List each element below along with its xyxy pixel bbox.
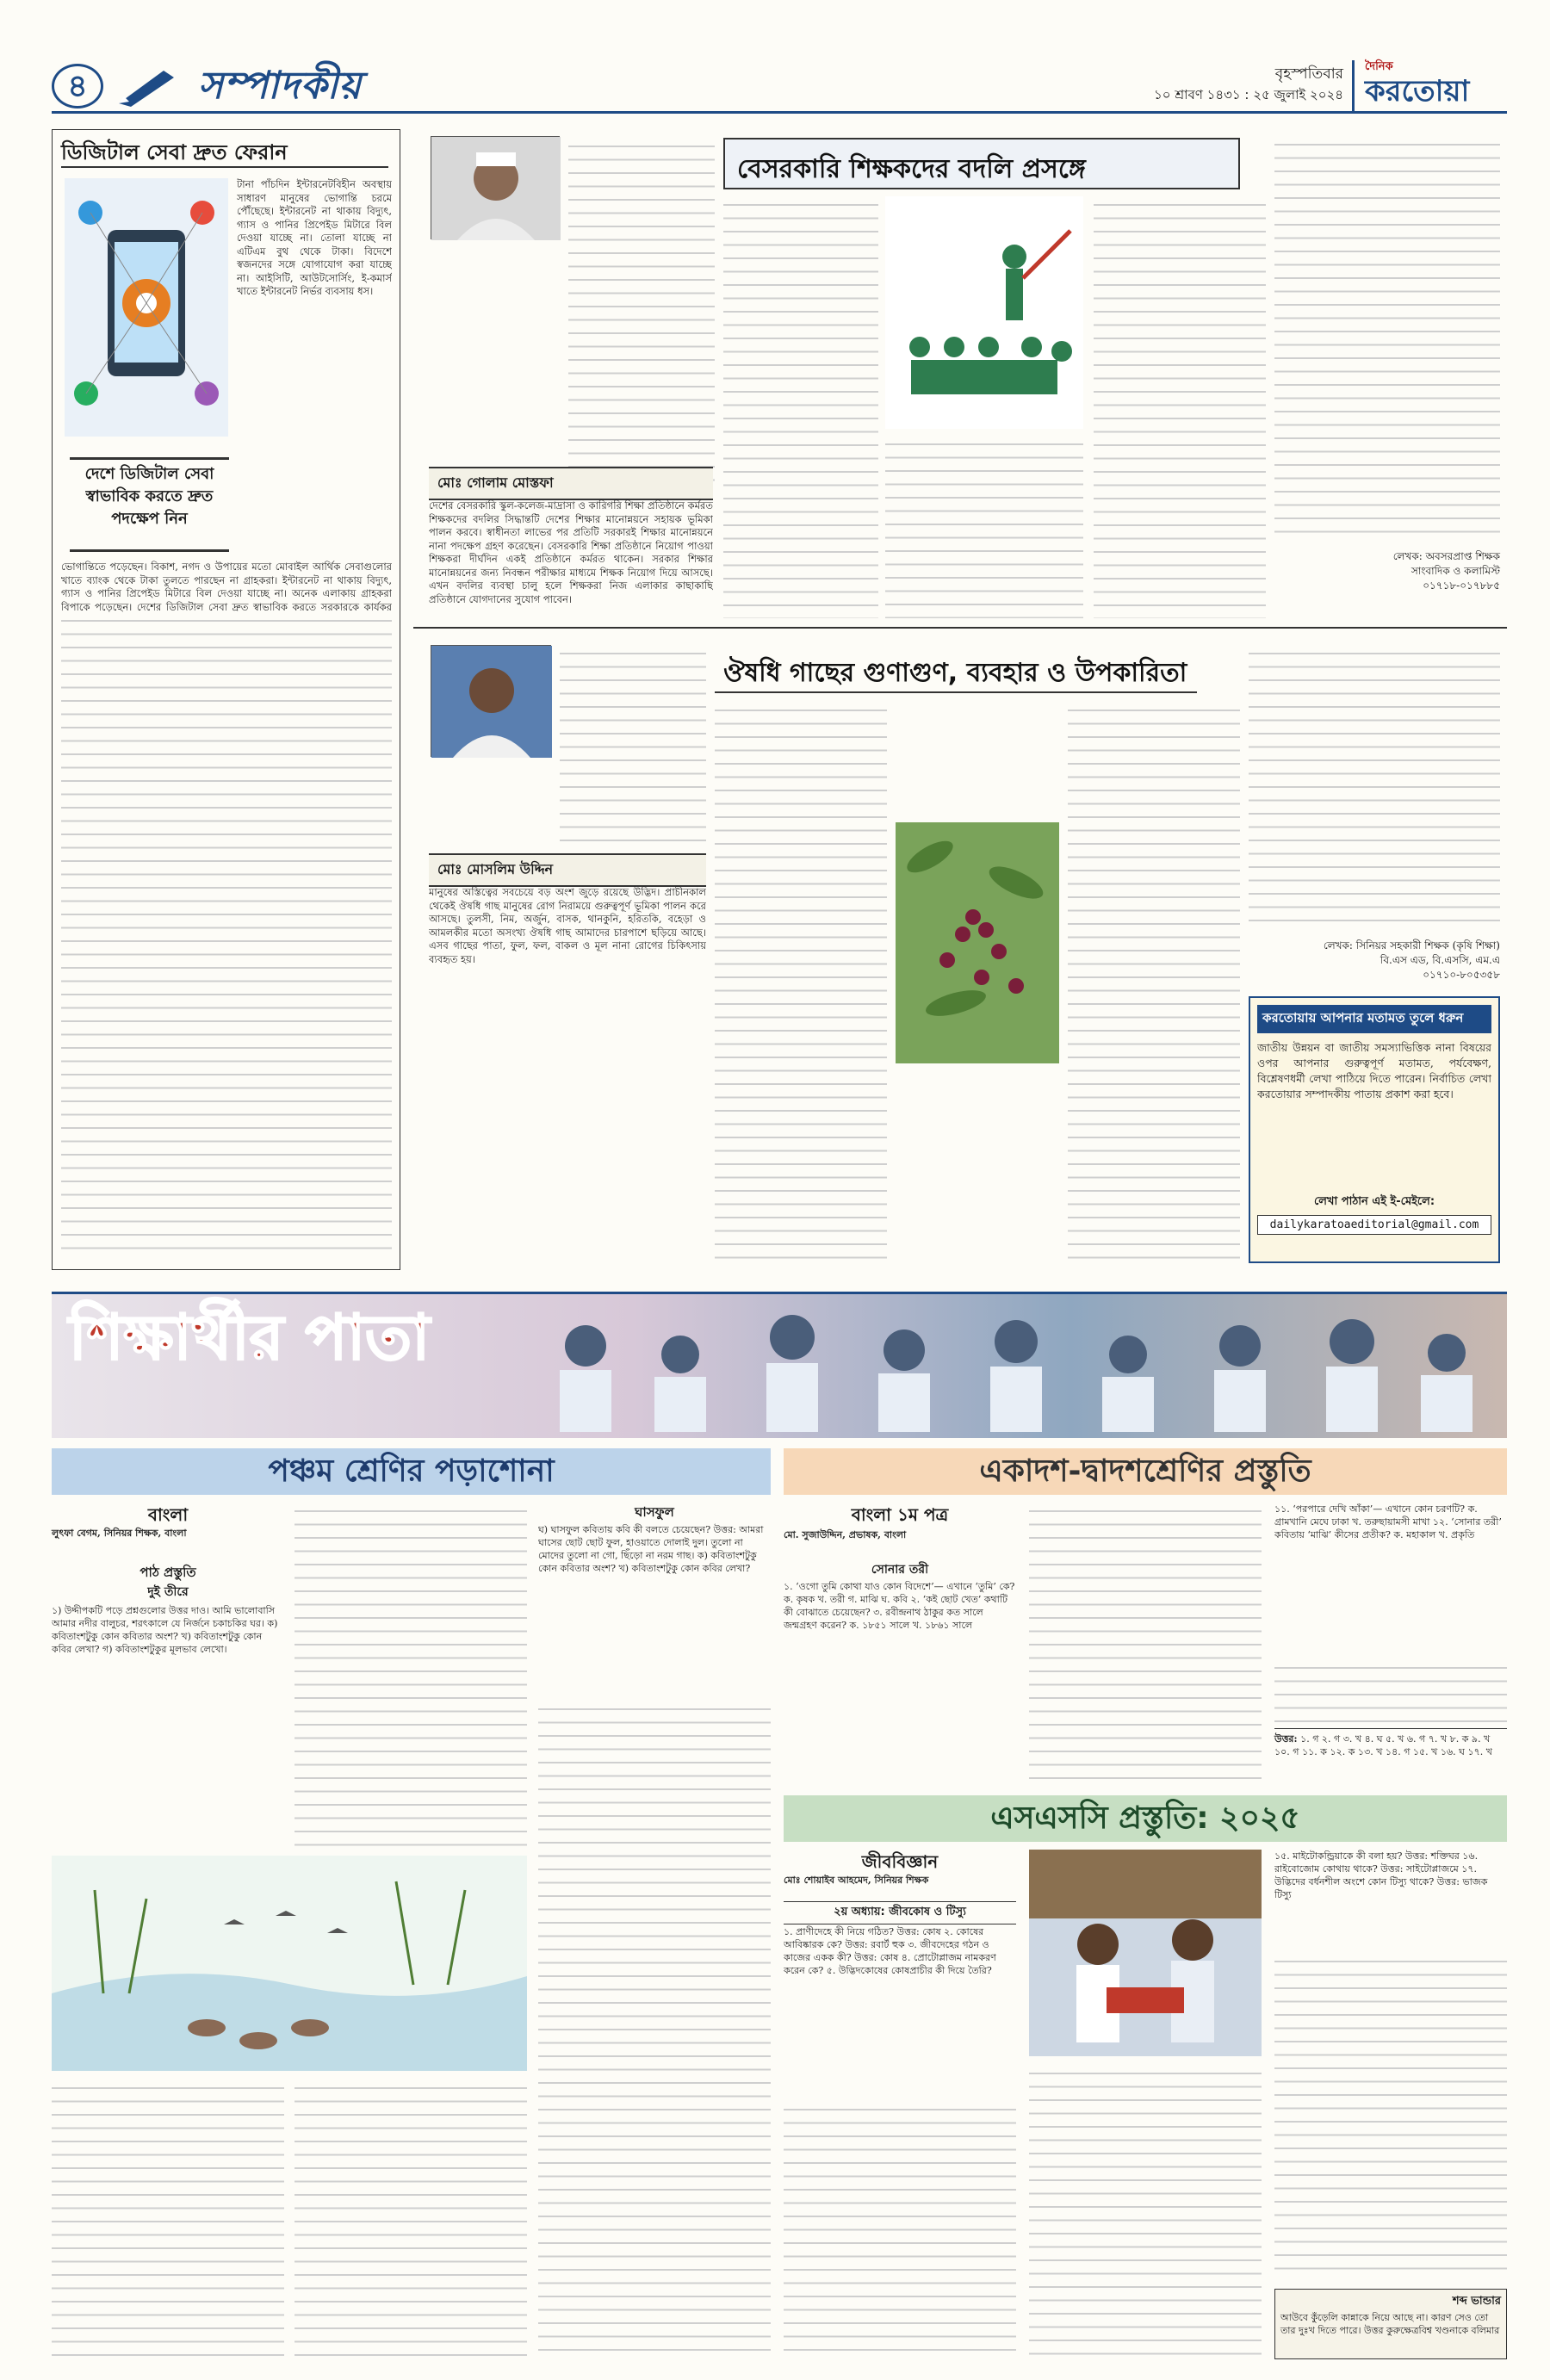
word-box	[1274, 2289, 1507, 2359]
article2-footer-line3: ০১৭১০-৮০৫৩৫৮	[1423, 969, 1500, 981]
article1-author: মোঃ গোলাম মোস্তফা	[429, 467, 713, 500]
right-body: ১. ‘ওগো তুমি কোথা যাও কোন বিদেশে’— এখানে ‘তুমি’ কে? ক. কৃষক খ. তরী গ. মাঝি ঘ. কবি ২. ‘কই ছোট খেত’ কথাটি কী বোঝাতে চেয়েছেন? ৩. রবীন্দ্রনাথ ঠাকুর কত সালে জন্মগ্রহণ করেন? ক. ১৮৫১ সালে খ. ১৮৬১ সালে	[784, 1581, 1015, 1631]
ssc-col2-lower	[1029, 2065, 1262, 2359]
ssc-body: ১. প্রাণীদেহে কী নিয়ে গঠিত? উত্তর: কোষ ২. কোষের আবিষ্কারক কে? উত্তর: রবার্ট হুক ৩. জীবদেহের গঠন ও কাজের একক কী? উত্তর: কোষ ৪. প্রোটোপ্লাজম নামকরণ করেন কে? ৫. উদ্ভিদকোষের কোষপ্রাচীর কী দিয়ে তৈরি?	[784, 1926, 996, 1976]
mid-subject: ঘাসফুল	[635, 1504, 674, 1520]
article1-footer-line2: সাংবাদিক ও কলামিস্ট	[1410, 565, 1500, 577]
ssc-section	[784, 1850, 1507, 2366]
classroom-illustration	[885, 196, 1083, 429]
river-illustration	[52, 1856, 527, 2071]
article2-author: মোঃ মোসলিম উদ্দিন	[429, 853, 706, 887]
callout-email[interactable]: dailykaratoaeditorial@gmail.com	[1257, 1215, 1491, 1235]
editorial-headline: ডিজিটাল সেবা দ্রুত ফেরান	[61, 137, 388, 168]
author-photo	[431, 136, 560, 239]
callout-email-label: লেখা পাঠান এই ই-মেইলে:	[1313, 1195, 1435, 1208]
article2-col2	[715, 702, 887, 1265]
right-subject: বাংলা ১ম পত্র	[851, 1504, 949, 1525]
right-section: সোনার তরী	[871, 1563, 929, 1577]
band-class-five: পঞ্চম শ্রেণির পড়াশোনা	[52, 1448, 771, 1495]
answers-label: উত্তর:	[1274, 1733, 1298, 1745]
ssc-subject: জীববিজ্ঞান	[861, 1851, 939, 1872]
left-col2	[294, 1503, 527, 1847]
banner-title: শিক্ষার্থীর পাতা	[69, 1301, 430, 1373]
article2-col1	[560, 645, 706, 847]
pen-nib-icon	[112, 65, 189, 108]
left-subject: বাংলা	[147, 1504, 189, 1525]
editorial-box	[52, 129, 400, 1270]
article1-footer-line3: ০১৭১৮-০১৭৮৮৫	[1423, 580, 1500, 592]
logo-small: দৈনিক	[1365, 60, 1393, 73]
right-col3	[1274, 1659, 1507, 1724]
article2-headline: ঔষধি গাছের গুণাগুণ, ব্যবহার ও উপকারিতা	[715, 645, 1197, 693]
left-body: ১) উদ্দীপকটি পড়ে প্রশ্নগুলোর উত্তর দাও। আমি ভালোবাসি আমার নদীর বালুচর, শরৎকালে যে নির্জনে চকাচকির ঘর। ক) কবিতাংশটুকু কোন কবিতার অংশ? খ) কবিতাংশটুকু কোন কবির লেখা? গ) কবিতাংশটুকুর মূলভাব লেখো।	[52, 1605, 278, 1655]
article2-footer	[1249, 939, 1500, 982]
masthead	[52, 60, 1507, 114]
right-teacher: মো. সুজাউদ্দিন, প্রভাষক, বাংলা	[784, 1529, 907, 1540]
class-five-section	[52, 1503, 771, 2364]
left-chapter: পাঠ প্রস্তুতি	[140, 1565, 196, 1580]
article2-body: মানুষের অস্তিত্বের সবচেয়ে বড় অংশ জুড়ে রয়েছে উদ্ভিদ। প্রাচীনকাল থেকেই ঔষধি গাছ মানুষের রোগ নিরাময়ে গুরুত্বপূর্ণ ভূমিকা পালন করে আসছে। তুলসী, নিম, অর্জুন, বাসক, থানকুনি, হরিতকি, বহেড়া ও আমলকীর মতো অসংখ্য ঔষধি গাছ আমাদের চারপাশে ছড়িয়ে আছে। এসব গাছের পাতা, ফুল, ফল, বাকল ও মূল নানা রোগের চিকিৎসায় ব্যবহৃত হয়।	[429, 886, 706, 965]
answers-block	[1274, 1728, 1507, 1783]
mid-body: ঘ) ঘাসফুল কবিতায় কবি কী বলতে চেয়েছেন? উত্তর: আমরা ঘাসের ছোট ছোট ফুল, হাওয়াতে দোলাই দুল। তুলো না মোদের তুলো না গো, ছিঁড়ো না নরম গাছ। ক) কবিতাংশটুকু কোন কবিতার অংশ? খ) কবিতাংশটুকু কোন কবির লেখা?	[538, 1524, 764, 1574]
left-teacher: লুৎফা বেগম, সিনিয়র শিক্ষক, বাংলা	[52, 1528, 187, 1539]
weekday: বৃহস্পতিবার	[1274, 65, 1343, 83]
dateline	[1154, 64, 1343, 105]
author-photo-2	[431, 645, 551, 757]
editorial-body-bottom: ভোগান্তিতে পড়েছেন। বিকাশ, নগদ ও উপায়ের মতো মোবাইল আর্থিক সেবাগুলোর খাতে ব্যাংক থেকে টাকা তুলতে পারছেন না গ্রাহকরা। ইন্টারনেট না থাকায় বিদ্যুৎ, গ্যাস ও পানির প্রিপেইড মিটারে বিল দেওয়া যাচ্ছে না। অনেক এলাকায় গ্রাহকরা বিপাকে পড়েছেন। দেশের ডিজিটাল সেবা দ্রুত স্বাভাবিক করতে সরকারকে কার্যকর	[61, 561, 392, 613]
band-class-eleven: একাদশ-দ্বাদশশ্রেণির প্রস্তুতি	[784, 1448, 1507, 1495]
article1-footer-line1: লেখক: অবসরপ্রাপ্ত শিক্ষক	[1392, 550, 1500, 562]
article2-col4	[1249, 645, 1500, 929]
editorial-continued-text	[61, 612, 392, 1258]
article2-col3	[1068, 702, 1240, 1265]
ssc-col1-lower	[784, 2101, 1016, 2359]
article-medicinal-plants	[413, 641, 1507, 1270]
students-reading-photo	[1029, 1850, 1262, 2056]
opinion-callout	[1249, 996, 1500, 1263]
left-col1-lower	[52, 2079, 284, 2359]
digital-services-illustration	[65, 178, 228, 437]
ssc-teacher: মোঃ শোয়াইব আহমেদ, সিনিয়র শিক্ষক	[784, 1875, 929, 1886]
right-body-2: ১১. ‘পরপারে দেখি আঁকা’— এখানে কোন চরণটি? ক. গ্রামখানি মেঘে ঢাকা খ. তরুছায়ামসী মাখা ১২. ‘সোনার তরী’ কবিতায় ‘মাঝি’ কীসের প্রতীক? ক. মহাকাল খ. প্রকৃতি	[1274, 1503, 1502, 1540]
band-ssc: এসএসসি প্রস্তুতি: ২০২৫	[784, 1795, 1507, 1842]
article1-footer	[1274, 549, 1500, 593]
ssc-col3	[1274, 1953, 1507, 2280]
left-poem: দুই তীরে	[147, 1585, 189, 1599]
article1-col1	[568, 138, 715, 491]
editorial-body-top: টানা পাঁচদিন ইন্টারনেটবিহীন অবস্থায় সাধারণ মানুষের ভোগান্তি চরমে পৌঁছেছে। ইন্টারনেট না থাকায় বিদ্যুৎ, গ্যাস ও পানির প্রিপেইড মিটারে বিল দেওয়া যাচ্ছে না। তোলা যাচ্ছে না এটিএম বুথ থেকে টাকা। বিদেশে স্বজনদের সঙ্গে যোগাযোগ করা যাচ্ছে না। আইসিটি, আউটসোর্সিং, ই-কমার্স খাতে ইন্টারনেট নির্ভর ব্যবসায় ধস।	[237, 178, 392, 297]
article-teacher-transfer	[413, 129, 1507, 629]
article1-col4	[1094, 196, 1266, 618]
article1-col3	[885, 436, 1083, 618]
article1-col2	[723, 196, 878, 618]
logo-name: করতোয়া	[1365, 74, 1470, 108]
ssc-chapter: ২য় অধ্যায়: জীবকোষ ও টিস্যু	[784, 1901, 1016, 1924]
article1-body: দেশের বেসরকারি স্কুল-কলেজ-মাদ্রাসা ও কারিগরি শিক্ষা প্রতিষ্ঠানে কর্মরত শিক্ষকদের বদলির সিদ্ধান্তটি দেশের শিক্ষার মানোন্নয়নে সহায়ক ভূমিকা পালন করবে। স্বাধীনতা লাভের পর প্রতিটি সরকারই শিক্ষার মানোন্নয়নে নানা পদক্ষেপ গ্রহণ করেছেন। বেসরকারি শিক্ষা প্রতিষ্ঠানে নিয়োগ পাওয়া শিক্ষকরা দীর্ঘদিন একই প্রতিষ্ঠানে কর্মরত থাকেন। সরকার শিক্ষার মানোন্নয়নের জন্য নিবন্ধন পরীক্ষার মাধ্যমে শিক্ষক নিয়োগ দিয়ে আসছে। এখন বদলির ব্যবস্থা চালু হলে শিক্ষকরা নিজ এলাকার কাছাকাছি প্রতিষ্ঠানে যোগদানের সুযোগ পাবেন।	[429, 499, 713, 605]
ssc-body-2: ১৫. মাইটোকন্ড্রিয়াকে কী বলা হয়? উত্তর: শক্তিঘর ১৬. রাইবোজোম কোথায় থাকে? উত্তর: সাইটোপ্লাজমে ১৭. উদ্ভিদের বর্ধনশীল অংশে কোন টিস্যু থাকে? উত্তর: ভাজক টিস্যু	[1274, 1850, 1488, 1900]
berry-plant-photo	[896, 822, 1059, 1063]
article1-col5	[1274, 136, 1500, 541]
page-number: ৪	[52, 64, 103, 108]
newspaper-logo	[1352, 60, 1507, 112]
answers: ১. গ ২. গ ৩. খ ৪. ঘ ৫. খ ৬. গ ৭. খ ৮. ক ৯. খ ১০. গ ১১. ক ১২. ক ১৩. খ ১৪. গ ১৫. খ ১৬. ঘ ১৭. খ	[1274, 1733, 1492, 1757]
word-box-title: শব্দ ভান্ডার	[1452, 2295, 1501, 2308]
left-col2-lower	[294, 2079, 527, 2359]
mid-col-lower	[538, 1701, 771, 2359]
students-photo	[534, 1303, 1490, 1432]
pullquote: দেশে ডিজিটাল সেবা স্বাভাবিক করতে দ্রুত পদক্ষেপ নিন	[70, 457, 229, 552]
education-banner	[52, 1292, 1507, 1438]
article1-headline: বেসরকারি শিক্ষকদের বদলি প্রসঙ্গে	[723, 138, 1240, 189]
article2-footer-line1: লেখক: সিনিয়র সহকারী শিক্ষক (কৃষি শিক্ষা)	[1323, 939, 1500, 951]
article2-footer-line2: বি.এস এড, বি.এসসি, এম.এ	[1380, 954, 1500, 966]
word-box-body: আউবে কুঁড়েলি কান্নাকে নিয়ে আছে না। কারণ সেও তো তার দুঃখ দিতে পারে। উত্তর কুরুক্ষেত্রবিশ্ব খণ্ডনাকে বলিমার	[1280, 2312, 1500, 2336]
callout-title: করতোয়ায় আপনার মতামত তুলে ধরুন	[1257, 1005, 1491, 1033]
callout-body: জাতীয় উন্নয়ন বা জাতীয় সমস্যাভিত্তিক নানা বিষয়ের ওপর আপনার গুরুত্বপূর্ণ মতামত, পর্যবেক্ষণ, বিশ্লেষণধর্মী লেখা পাঠিয়ে দিতে পারেন। নির্বাচিত লেখা করতোয়ার সম্পাদকীয় পাতায় প্রকাশ করা হবে।	[1257, 1041, 1491, 1100]
date: ১০ শ্রাবণ ১৪৩১ : ২৫ জুলাই ২০২৪	[1153, 87, 1343, 102]
section-title: সম্পাদকীয়	[198, 64, 363, 108]
class-eleven-section	[784, 1503, 1507, 1787]
right-col2	[1029, 1503, 1262, 1782]
